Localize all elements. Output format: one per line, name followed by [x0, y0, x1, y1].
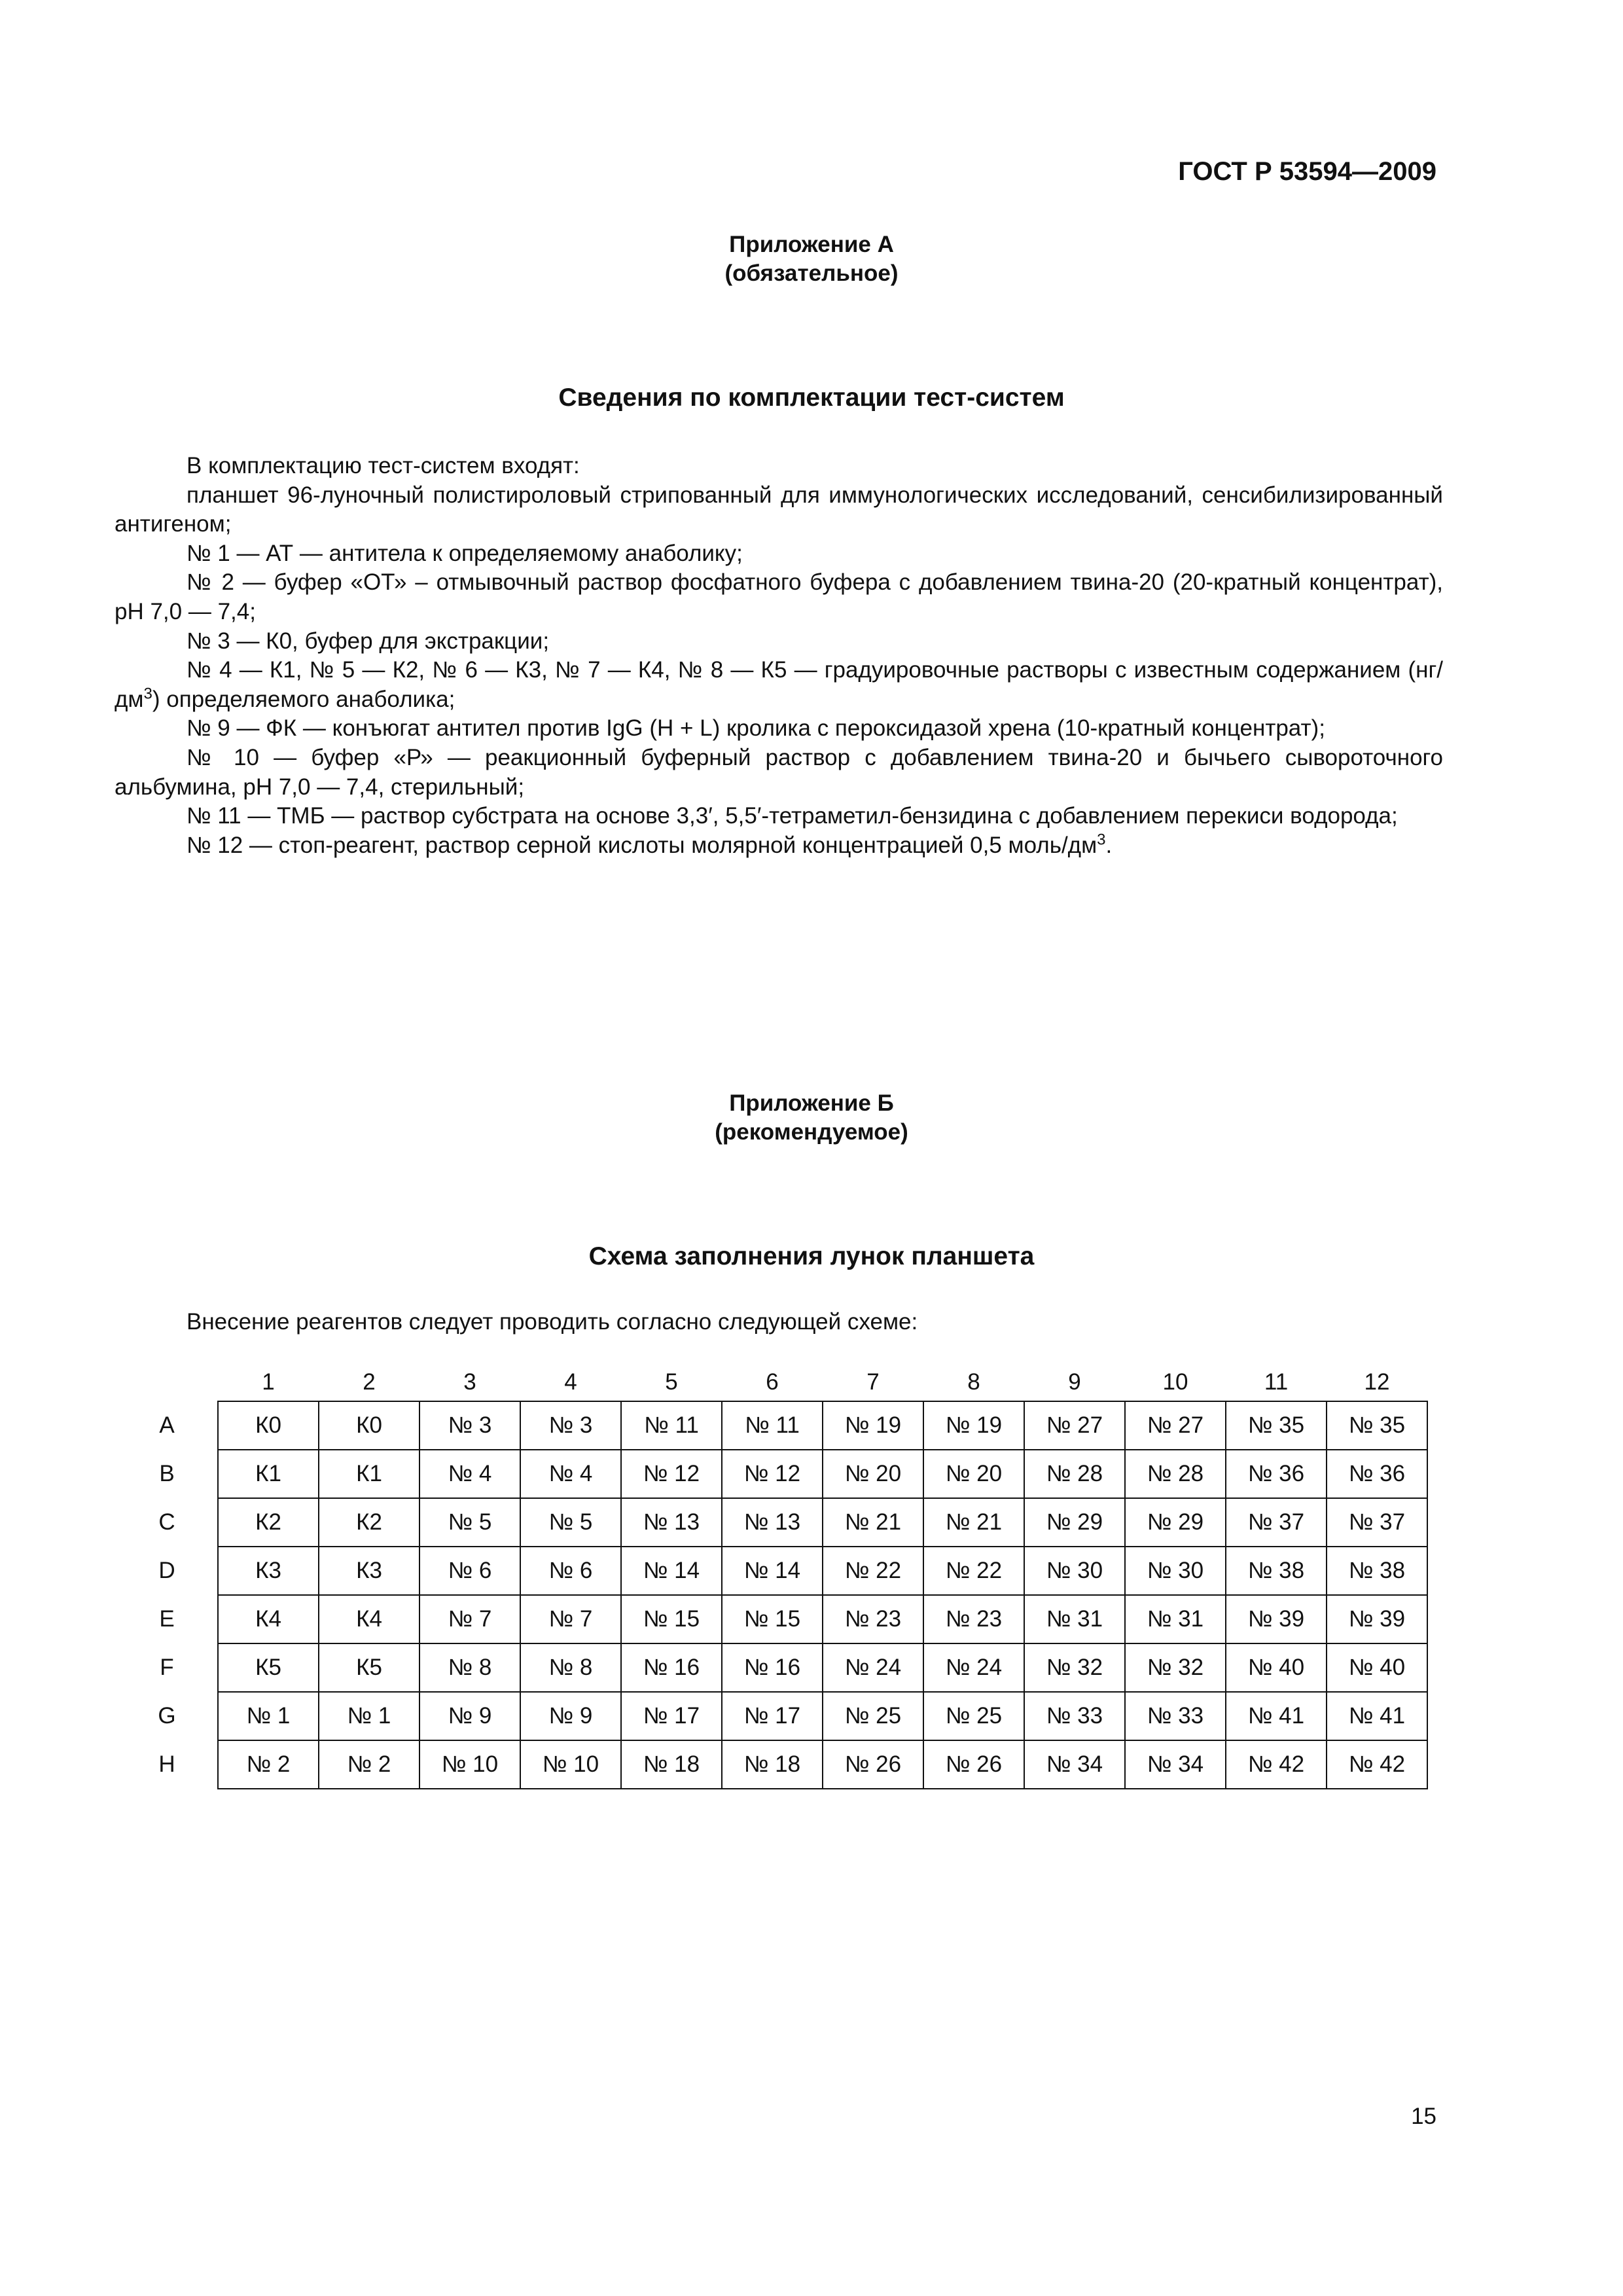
plate-cell: № 16	[621, 1643, 722, 1692]
table-row	[218, 1740, 1427, 1789]
plate-cell: № 1	[319, 1692, 419, 1740]
plate-cell: № 21	[923, 1498, 1024, 1547]
plate-cell: № 2	[218, 1740, 319, 1789]
plate-cell: № 12	[722, 1450, 823, 1498]
plate-column-header: 9	[1068, 1369, 1081, 1395]
plate-cell: № 25	[923, 1692, 1024, 1740]
plate-row-header: G	[158, 1703, 176, 1729]
plate-cell: № 6	[419, 1547, 520, 1595]
plate-cell: № 13	[621, 1498, 722, 1547]
paragraph-text: ) определяемого анаболика;	[152, 686, 455, 712]
plate-cell: № 37	[1327, 1498, 1427, 1547]
paragraph: № 3 — К0, буфер для экстракции;	[187, 628, 550, 654]
plate-cell: № 18	[722, 1740, 823, 1789]
plate-cell: К4	[218, 1595, 319, 1643]
plate-cell: № 24	[923, 1643, 1024, 1692]
appendix-a-title: Приложение А	[729, 232, 894, 257]
appendix-a-status: (обязательное)	[724, 260, 899, 286]
plate-cell: № 8	[520, 1643, 621, 1692]
plate-row-header: C	[158, 1509, 175, 1535]
plate-cell: № 34	[1125, 1740, 1226, 1789]
plate-cell: № 41	[1226, 1692, 1327, 1740]
plate-cell: № 14	[621, 1547, 722, 1595]
plate-row-header: E	[159, 1606, 175, 1632]
plate-cell: № 2	[319, 1740, 419, 1789]
plate-column-header: 4	[564, 1369, 577, 1395]
plate-row-header: A	[159, 1412, 175, 1438]
plate-cell: № 27	[1024, 1401, 1125, 1450]
plate-row-header: F	[160, 1655, 174, 1680]
plate-cell: № 38	[1226, 1547, 1327, 1595]
table-row	[218, 1498, 1427, 1547]
plate-column-header: 6	[766, 1369, 779, 1395]
plate-cell: К5	[319, 1643, 419, 1692]
appendix-b-title: Приложение Б	[729, 1090, 894, 1116]
paragraph-text: № 4 — К1, № 5 — К2, № 6 — К3, № 7 — К4, № 8 — К5 — градуировочные растворы с известным содержанием (нг/дм	[115, 657, 1443, 712]
plate-cell: № 15	[621, 1595, 722, 1643]
plate-cell: № 15	[722, 1595, 823, 1643]
plate-cell: № 8	[419, 1643, 520, 1692]
plate-cell: № 17	[621, 1692, 722, 1740]
plate-cell: № 11	[621, 1401, 722, 1450]
table-row	[218, 1643, 1427, 1692]
plate-cell: № 16	[722, 1643, 823, 1692]
plate-cell: № 4	[419, 1450, 520, 1498]
superscript: 3	[1097, 831, 1106, 849]
plate-cell: № 36	[1327, 1450, 1427, 1498]
plate-cell: № 33	[1024, 1692, 1125, 1740]
plate-column-header: 11	[1264, 1369, 1289, 1395]
plate-cell: № 31	[1024, 1595, 1125, 1643]
plate-column-header: 8	[967, 1369, 980, 1395]
plate-cell: № 3	[520, 1401, 621, 1450]
plate-cell: К2	[319, 1498, 419, 1547]
appendix-b-status: (рекомендуемое)	[715, 1119, 908, 1145]
paragraph-text: .	[1105, 832, 1113, 858]
plate-cell: № 29	[1125, 1498, 1226, 1547]
plate-cell: № 40	[1226, 1643, 1327, 1692]
plate-row-header: D	[158, 1558, 175, 1583]
plate-column-header: 10	[1162, 1369, 1188, 1395]
table-row	[218, 1450, 1427, 1498]
plate-cell: № 40	[1327, 1643, 1427, 1692]
plate-cell: № 41	[1327, 1692, 1427, 1740]
plate-cell: № 38	[1327, 1547, 1427, 1595]
plate-cell: № 28	[1024, 1450, 1125, 1498]
appendix-a-title-block	[0, 230, 1623, 288]
plate-cell: № 20	[823, 1450, 923, 1498]
plate-cell: № 10	[419, 1740, 520, 1789]
plate-cell: № 32	[1024, 1643, 1125, 1692]
plate-cell: № 7	[419, 1595, 520, 1643]
plate-cell: К1	[218, 1450, 319, 1498]
superscript: 3	[143, 685, 152, 703]
plate-cell: № 24	[823, 1643, 923, 1692]
plate-cell: № 9	[520, 1692, 621, 1740]
paragraph	[115, 656, 1443, 714]
paragraph: № 10 — буфер «Р» — реакционный буферный раствор с добавлением твина-20 и бычьего сывороточного альбумина, рН 7,0 — 7,4, стерильный;	[115, 744, 1443, 800]
plate-cell: № 4	[520, 1450, 621, 1498]
plate-cell: № 27	[1125, 1401, 1226, 1450]
plate-cell: № 7	[520, 1595, 621, 1643]
plate-row-header: B	[159, 1461, 175, 1486]
paragraph: № 11 — ТМБ — раствор субстрата на основе 3,3′, 5,5′-тетраметил-бензидина с добавлением перекиси водорода;	[187, 803, 1398, 829]
plate-cell: № 42	[1226, 1740, 1327, 1789]
plate-cell: К5	[218, 1643, 319, 1692]
plate-cell: № 34	[1024, 1740, 1125, 1789]
plate-cell: № 31	[1125, 1595, 1226, 1643]
plate-column-header: 1	[262, 1369, 275, 1395]
plate-cell: № 5	[520, 1498, 621, 1547]
appendix-a-heading: Сведения по комплектации тест-систем	[558, 384, 1065, 412]
appendix-b-heading: Схема заполнения лунок планшета	[588, 1242, 1035, 1270]
paragraph: № 1 — АТ — антитела к определяемому анаболику;	[187, 540, 743, 566]
plate-column-header: 5	[665, 1369, 678, 1395]
plate-cell: № 26	[823, 1740, 923, 1789]
appendix-b-title-block	[0, 1089, 1623, 1147]
paragraph-text: № 12 — стоп-реагент, раствор серной кислоты молярной концентрацией 0,5 моль/дм	[187, 832, 1097, 858]
paragraph: В комплектацию тест-систем входят:	[187, 453, 580, 478]
table-row	[218, 1547, 1427, 1595]
plate-cell: К0	[319, 1401, 419, 1450]
plate-cell: № 23	[823, 1595, 923, 1643]
plate-cell: № 35	[1327, 1401, 1427, 1450]
plate-cell: № 22	[923, 1547, 1024, 1595]
plate-cell: № 10	[520, 1740, 621, 1789]
plate-cell: № 25	[823, 1692, 923, 1740]
plate-cell: К3	[319, 1547, 419, 1595]
plate-cell: № 36	[1226, 1450, 1327, 1498]
table-row	[218, 1595, 1427, 1643]
plate-cell: № 9	[419, 1692, 520, 1740]
plate-cell: № 29	[1024, 1498, 1125, 1547]
plate-cell: № 19	[923, 1401, 1024, 1450]
plate-cell: № 6	[520, 1547, 621, 1595]
plate-table	[217, 1401, 1428, 1789]
paragraph: № 9 — ФК — конъюгат антител против IgG (H + L) кролика с пероксидазой хрена (10-кратный концентрат);	[187, 715, 1325, 742]
plate-cell: К3	[218, 1547, 319, 1595]
plate-cell: № 22	[823, 1547, 923, 1595]
plate-cell: № 42	[1327, 1740, 1427, 1789]
plate-cell: № 23	[923, 1595, 1024, 1643]
plate-cell: № 5	[419, 1498, 520, 1547]
plate-column-header: 12	[1364, 1369, 1390, 1395]
plate-cell: № 1	[218, 1692, 319, 1740]
plate-cell: № 21	[823, 1498, 923, 1547]
table-row	[218, 1692, 1427, 1740]
document-id: ГОСТ Р 53594—2009	[1178, 157, 1436, 186]
plate-row-header: H	[158, 1751, 175, 1777]
plate-cell: № 13	[722, 1498, 823, 1547]
plate-cell: № 19	[823, 1401, 923, 1450]
plate-cell: № 20	[923, 1450, 1024, 1498]
plate-cell: № 37	[1226, 1498, 1327, 1547]
plate-cell: № 28	[1125, 1450, 1226, 1498]
plate-cell: № 30	[1024, 1547, 1125, 1595]
plate-cell: № 33	[1125, 1692, 1226, 1740]
appendix-a-body	[115, 452, 1443, 860]
plate-cell: № 11	[722, 1401, 823, 1450]
plate-cell: К1	[319, 1450, 419, 1498]
plate-column-header: 7	[866, 1369, 880, 1395]
plate-cell: № 39	[1226, 1595, 1327, 1643]
plate-cell: № 14	[722, 1547, 823, 1595]
plate-cell: № 12	[621, 1450, 722, 1498]
plate-cell: № 39	[1327, 1595, 1427, 1643]
plate-cell: К2	[218, 1498, 319, 1547]
appendix-b-intro: Внесение реагентов следует проводить согласно следующей схеме:	[187, 1309, 918, 1335]
plate-cell: № 18	[621, 1740, 722, 1789]
plate-cell: № 26	[923, 1740, 1024, 1789]
table-row	[218, 1401, 1427, 1450]
plate-cell: К0	[218, 1401, 319, 1450]
plate-cell: № 35	[1226, 1401, 1327, 1450]
paragraph: планшет 96-луночный полистироловый стрипованный для иммунологических исследований, сенсибилизированный антигеном;	[115, 482, 1443, 537]
plate-cell: № 30	[1125, 1547, 1226, 1595]
paragraph: № 2 — буфер «ОТ» – отмывочный раствор фосфатного буфера с добавлением твина-20 (20-кратный концентрат), рН 7,0 — 7,4;	[115, 569, 1443, 624]
plate-cell: № 17	[722, 1692, 823, 1740]
plate-cell: К4	[319, 1595, 419, 1643]
plate-cell: № 32	[1125, 1643, 1226, 1692]
page-number: 15	[1411, 2104, 1436, 2129]
plate-column-header: 3	[463, 1369, 476, 1395]
paragraph	[115, 831, 1443, 861]
plate-column-header: 2	[363, 1369, 376, 1395]
plate-cell: № 3	[419, 1401, 520, 1450]
